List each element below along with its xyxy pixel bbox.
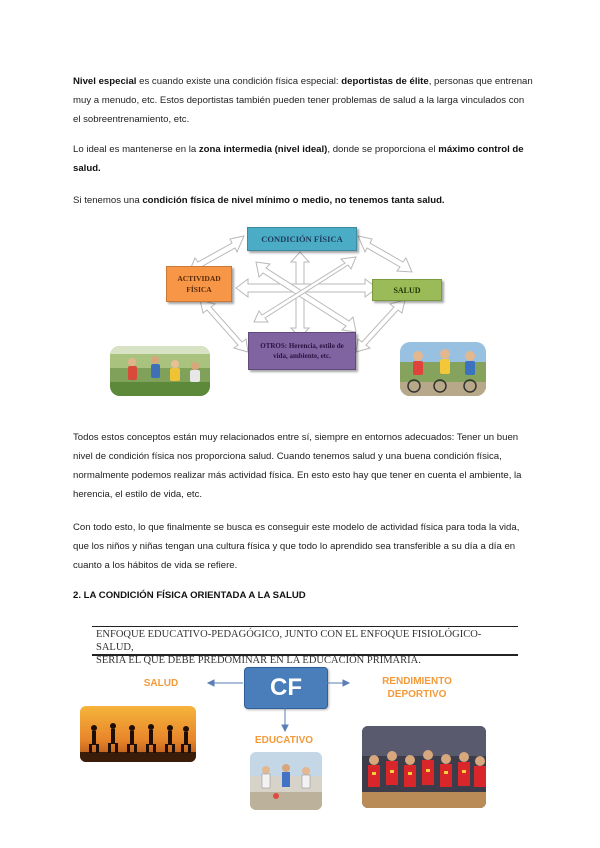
condicion-fisica-label: CONDICIÓN FÍSICA bbox=[261, 234, 343, 244]
sunset-runners-photo bbox=[80, 706, 196, 762]
cf-label: CF bbox=[270, 674, 302, 701]
school-kids-photo bbox=[250, 752, 322, 810]
paragraph-modelo-actividad: Con todo esto, lo que finalmente se busca es conseguir este modelo de actividad física para toda la vida, que los niños y niñas tengan una cultura física y que todo lo aprendido sea transferible a su día a día en cuanto a los hábitos de vida se refiere. bbox=[73, 522, 520, 571]
rendimiento-deportivo-text: RENDIMIENTO DEPORTIVO bbox=[382, 676, 452, 700]
text: , donde se proporciona el bbox=[327, 144, 439, 155]
actividad-fisica-label: ACTIVIDAD FÍSICA bbox=[177, 274, 221, 294]
salud-label: SALUD bbox=[393, 285, 421, 295]
banner-line-2: SERÍA EL QUE DEBE PREDOMINAR EN LA EDUCACIÓN PRIMARIA. bbox=[96, 655, 421, 666]
basketball-team-photo bbox=[362, 726, 486, 808]
paragraph-conceptos-relacionados: Todos estos conceptos están muy relacionados entre sí, siempre en entornos adecuados: Tener un buen nivel de condición física nos proporciona salud. Cuando tenemos salud y una buena condición física, normalmente podemos realizar más actividad física. En esto esto hay que tener en cuenta el ambiente, la herencia, el estilo de vida, etc. bbox=[73, 432, 522, 500]
section-heading: 2. LA CONDICIÓN FÍSICA ORIENTADA A LA SALUD bbox=[73, 590, 306, 601]
bold-maximo-control: máximo control de salud. bbox=[73, 144, 524, 174]
text: es cuando existe una condición física especial: bbox=[136, 76, 342, 87]
educativo-text: EDUCATIVO bbox=[254, 735, 314, 746]
banner-line-1: ENFOQUE EDUCATIVO-PEDAGÓGICO, JUNTO CON EL ENFOQUE FISIOLÓGICO-SALUD, bbox=[96, 629, 482, 653]
bold-nivel-minimo: condición física de nivel mínimo o medio, no tenemos tanta salud. bbox=[142, 195, 445, 206]
bold-deportistas-elite: deportistas de élite bbox=[341, 76, 429, 87]
bold-zona-intermedia: zona intermedia (nivel ideal) bbox=[198, 144, 328, 155]
salud-text: SALUD bbox=[143, 678, 179, 689]
text: Lo ideal es mantenerse en la bbox=[73, 144, 199, 155]
text: , personas que entrenan muy a menudo, etc. Estos deportistas también pueden tener problemas de salud a la larga vinculados con el sobreentrenamiento, etc. bbox=[73, 76, 533, 125]
text: Si tenemos una bbox=[73, 195, 143, 206]
otros-label: OTROS: Herencia, estilo de vida, ambiente, etc. bbox=[260, 342, 344, 360]
bold-nivel-especial: Nivel especial bbox=[73, 76, 137, 87]
